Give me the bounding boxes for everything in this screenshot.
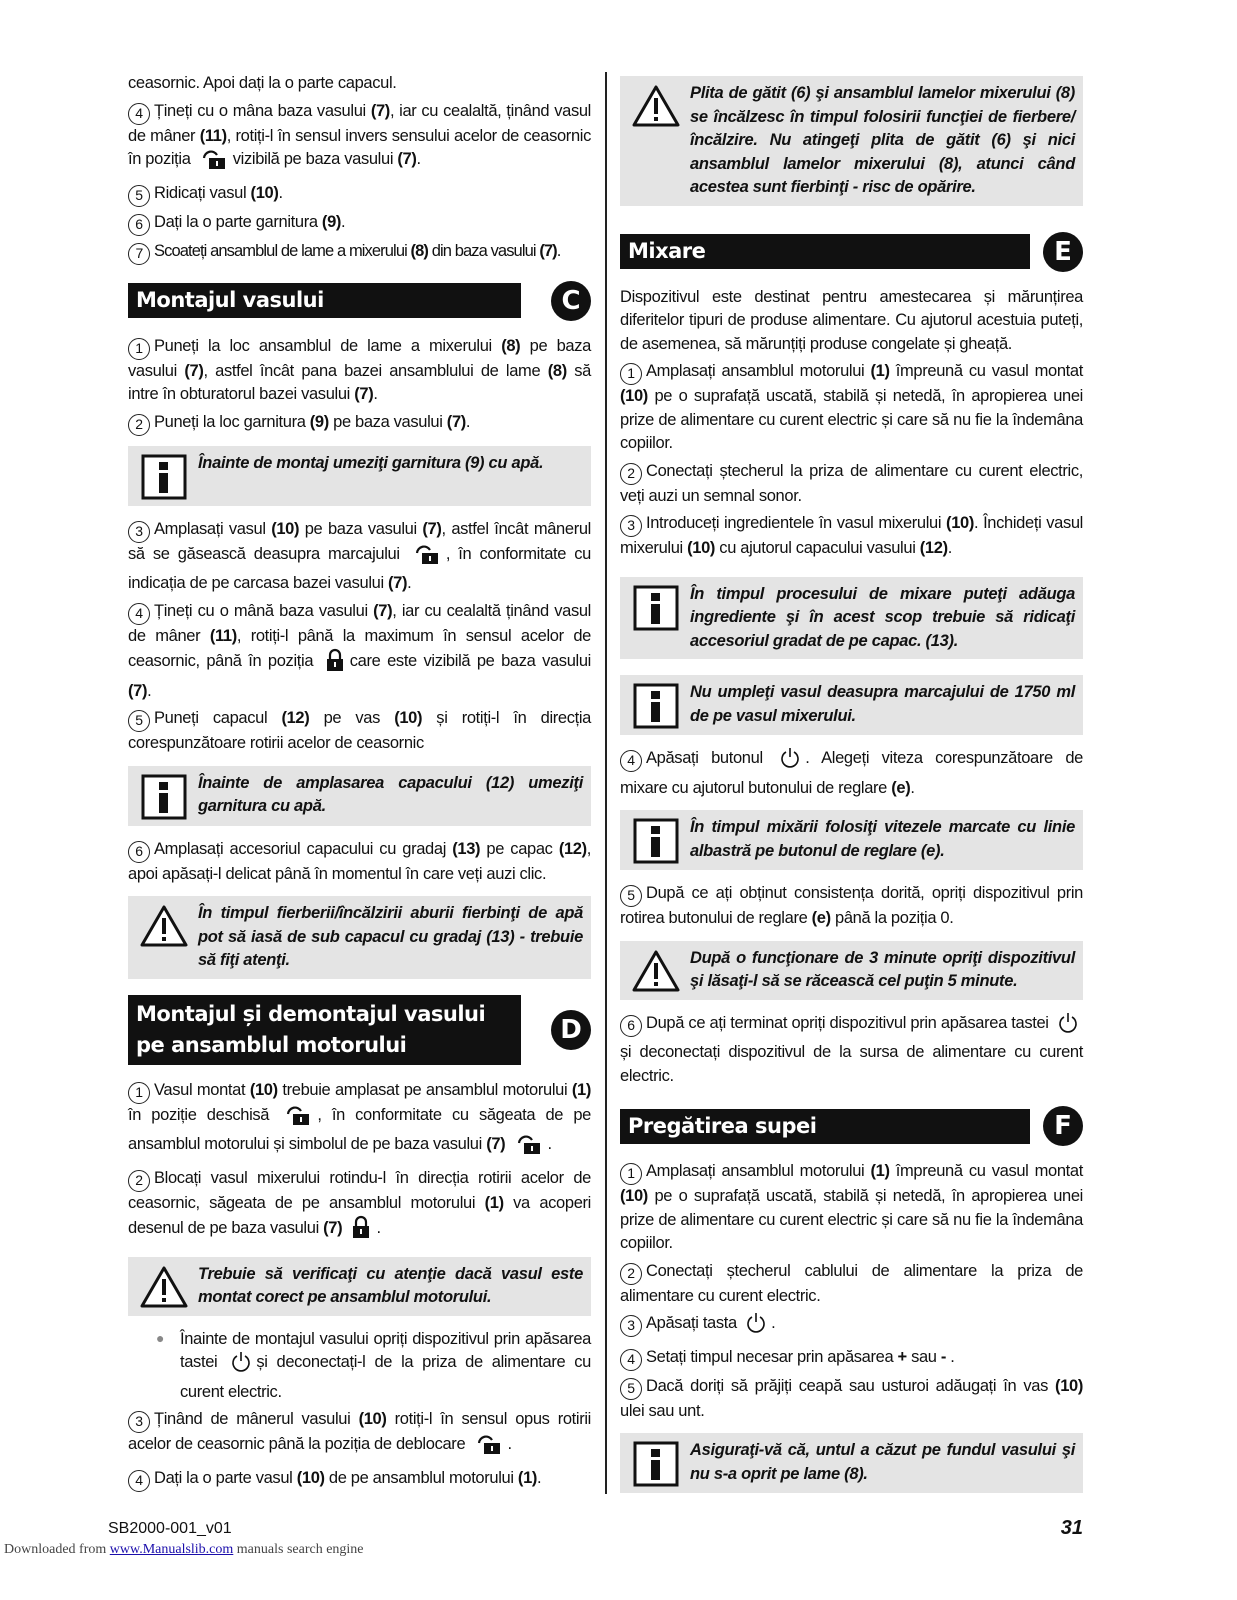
- step-2: 2 Puneți la loc garnitura (9) pe baza vasului (7).: [128, 411, 591, 436]
- info-notice: În timpul procesului de mixare puteţi adăuga ingrediente şi în acest scop trebuie să ridicaţi accesoriul gradat de pe capac. (13).: [620, 577, 1083, 660]
- step-5: 5 Puneți capacul (12) pe vas (10) și rotiți-l în direcția corespunzătoare rotirii acelor de ceasornic: [128, 709, 592, 752]
- warning-notice: Plita de gătit (6) şi ansamblul lamelor mixerului (8) se încălzesc în timpul folosirii funcţiei de fierbere/încălzire. Nu atingeţi plita de gătit (6) şi nici ansamblul lamelor mixerului (8), atunci când acestea sunt fierbinţi - risc de opărire.: [620, 76, 1083, 206]
- step-2: 2 Conectați ștecherul cablului de alimentare la priza de alimentare cu curent electric.: [620, 1261, 1083, 1305]
- step-2: 2 Conectați ștecherul la priza de alimentare cu curent electric, veți auzi un semnal sonor.: [620, 461, 1083, 505]
- warning-notice: După o funcţionare de 3 minute opriţi dispozitivul şi lăsaţi-l să se răcească cel puţin 5 minute.: [620, 941, 1083, 1000]
- step-4: 4 Țineți cu o mână baza vasului (7), iar cu cealaltă ținând vasul de mâner (11), rotiți-l până la maximum în sensul acelor de ceasornic, până în poziția care este vizibilă pe baza vasului (7).: [128, 601, 591, 700]
- step-5: 5 Dacă doriți să prăjiți ceapă sau usturoi adăugați în vas (10) ulei sau unt.: [620, 1376, 1083, 1420]
- warning-notice: În timpul fierberii/încălzirii aburii fierbinţi de apă pot să iasă de sub capacul cu gradaj (13) - trebuie să fiţi atenţi.: [128, 896, 591, 979]
- info-icon: [136, 452, 192, 500]
- column-divider: [605, 72, 607, 1494]
- power-icon: [746, 1312, 766, 1342]
- left-column: [128, 72, 591, 1496]
- section-header-e: [620, 232, 1083, 272]
- step-1: 1 Puneți la loc ansamblul de lame a mixerului (8) pe baza vasului (7), astfel încât pana bazei ansamblului de lame (8) să intre în obturatorul bazei vasului (7).: [128, 336, 591, 403]
- section-header-f: [620, 1106, 1083, 1146]
- step-1: 1 Amplasați ansamblul motorului (1) împreună cu vasul montat (10) pe o suprafață uscată, stabilă și netedă, în apropierea unei prize de alimentare cu curent electric și care să nu fie la îndemâna copiilor.: [620, 362, 1083, 452]
- step-4: 4 Dați la o parte vasul (10) de pe ansamblul motorului (1).: [128, 1467, 591, 1492]
- intro-text: Dispozitivul este destinat pentru amestecarea și mărunțirea diferitelor tipuri de produse alimentare. Cu ajutorul acestuia puteți, de asemenea, să mărunțiți produse congelate și gheață.: [620, 287, 1083, 353]
- step-6: 6 După ce ați terminat opriți dispozitivul prin apăsarea tastei și deconectați dispozitivul de la sursa de alimentare cu curent electric.: [620, 1013, 1083, 1085]
- page-number: 31: [1060, 1517, 1083, 1539]
- section-badge: D: [551, 1010, 591, 1050]
- unlock-icon: [475, 1433, 503, 1463]
- warning-icon: [136, 902, 192, 948]
- info-icon: [628, 583, 684, 631]
- step-4: 4 Apăsați butonul . Alegeți viteza corespunzătoare de mixare cu ajutorul butonului de reglare (e).: [620, 749, 1083, 797]
- info-notice: În timpul mixării folosiţi vitezele marcate cu linie albastră pe butonul de reglare (e).: [620, 810, 1083, 870]
- bullet-item: ● Înainte de montajul vasului opriți dispozitivul prin apăsarea tastei și deconectați-l de la priza de alimentare cu curent electric.: [156, 1328, 591, 1405]
- step-4: 4 Setați timpul necesar prin apăsarea + sau - .: [620, 1346, 1083, 1371]
- continuation-text: ceasornic. Apoi dați la o parte capacul.: [128, 74, 397, 92]
- power-icon: [780, 747, 800, 777]
- step-7: 7 Scoateți ansamblul de lame a mixerului (8) din baza vasului (7).: [128, 240, 591, 265]
- step-3: 3 Ținând de mânerul vasului (10) rotiți-l în sensul opus rotirii acelor de ceasornic până la poziția de deblocare .: [128, 1408, 591, 1463]
- unlock-icon: [413, 543, 441, 573]
- section-title: Pregătirea supei: [620, 1109, 1030, 1144]
- document-code: SB2000-001_v01: [108, 1520, 232, 1537]
- info-icon: [628, 1439, 684, 1487]
- bullet-dot: ●: [156, 1329, 165, 1346]
- section-badge: E: [1043, 232, 1083, 272]
- warning-icon: [628, 947, 684, 993]
- step-3: 3 Introduceți ingredientele în vasul mixerului (10). Închideți vasul mixerului (10) cu ajutorul capacului vasului (12).: [620, 514, 1083, 557]
- step-5: 5 După ce ați obținut consistența dorită, opriți dispozitivul prin rotirea butonului de reglare (e) până la poziția 0.: [620, 884, 1083, 927]
- step-2: 2 Blocați vasul mixerului rotindu-l în direcția rotirii acelor de ceasornic, săgeata de pe ansamblul motorului (1) va acoperi desenul de pe baza vasului (7) .: [128, 1167, 591, 1247]
- section-badge: C: [551, 281, 591, 321]
- warning-icon: [628, 82, 684, 128]
- lock-icon: [325, 648, 345, 680]
- info-notice: Înainte de montaj umeziţi garnitura (9) cu apă.: [128, 446, 591, 506]
- step-1: 1 Vasul montat (10) trebuie amplasat pe ansamblul motorului (1) în poziție deschisă , în conformitate cu săgeata de pe ansamblul motorului și simbolul de pe baza vasului (7) .: [128, 1079, 591, 1163]
- power-icon: [231, 1351, 251, 1381]
- manualslib-link[interactable]: www.Manualslib.com: [109, 1542, 234, 1557]
- info-icon: [136, 772, 192, 820]
- unlock-icon: [200, 148, 228, 178]
- right-column: [620, 72, 1083, 1505]
- section-header-c: [128, 281, 591, 321]
- info-notice: Asiguraţi-vă că, untul a căzut pe fundul vasului şi nu s-a oprit pe lame (8).: [620, 1433, 1083, 1493]
- step-3: 3 Amplasați vasul (10) pe baza vasului (7), astfel încât mânerul să se găsească deasupra marcajului , în conformitate cu indicația de pe carcasa bazei vasului (7).: [128, 519, 592, 592]
- info-icon: [628, 681, 684, 729]
- section-header-d: [128, 995, 591, 1065]
- warning-notice: Trebuie să verificaţi cu atenţie dacă vasul este montat corect pe ansamblul motorului.: [128, 1257, 591, 1316]
- step-6: 6 Amplasați accesoriul capacului cu gradaj (13) pe capac (12), apoi apăsați-l delicat până în momentul în care veți auzi clic.: [128, 839, 591, 883]
- step-5: 5 Ridicați vasul (10).: [128, 182, 591, 207]
- unlock-icon: [515, 1133, 543, 1163]
- info-notice: Nu umpleţi vasul deasupra marcajului de 1750 ml de pe vasul mixerului.: [620, 675, 1083, 735]
- step-6: 6 Dați la o parte garnitura (9).: [128, 211, 591, 236]
- step-1: 1 Amplasați ansamblul motorului (1) împreună cu vasul montat (10) pe o suprafață uscată, stabilă și netedă, în apropierea unei prize de alimentare cu curent electric și care să nu fie la îndemâna copiilor.: [620, 1162, 1083, 1252]
- section-title: Montajul vasului: [128, 283, 521, 318]
- info-icon: [628, 816, 684, 864]
- step-3: 3 Apăsați tasta .: [620, 1312, 1083, 1342]
- download-attribution: Downloaded from www.Manualslib.com manuals search engine: [4, 1542, 364, 1557]
- step-4: 4 Țineți cu o mâna baza vasului (7), iar cu cealaltă, ținând vasul de mâner (11), rotiți-l în sensul invers sensului acelor de ceasornic în poziția vizibilă pe baza vasului (7).: [128, 100, 591, 178]
- section-title: Montajul și demontajul vasului pe ansamblul motorului: [128, 995, 521, 1065]
- section-title: Mixare: [620, 234, 1030, 269]
- info-notice: Înainte de amplasarea capacului (12) umeziţi garnitura cu apă.: [128, 766, 591, 826]
- section-badge: F: [1043, 1106, 1083, 1146]
- unlock-icon: [284, 1104, 312, 1134]
- step-number: 4: [128, 103, 150, 125]
- warning-icon: [136, 1263, 192, 1309]
- power-icon: [1058, 1012, 1078, 1042]
- lock-icon: [351, 1215, 371, 1247]
